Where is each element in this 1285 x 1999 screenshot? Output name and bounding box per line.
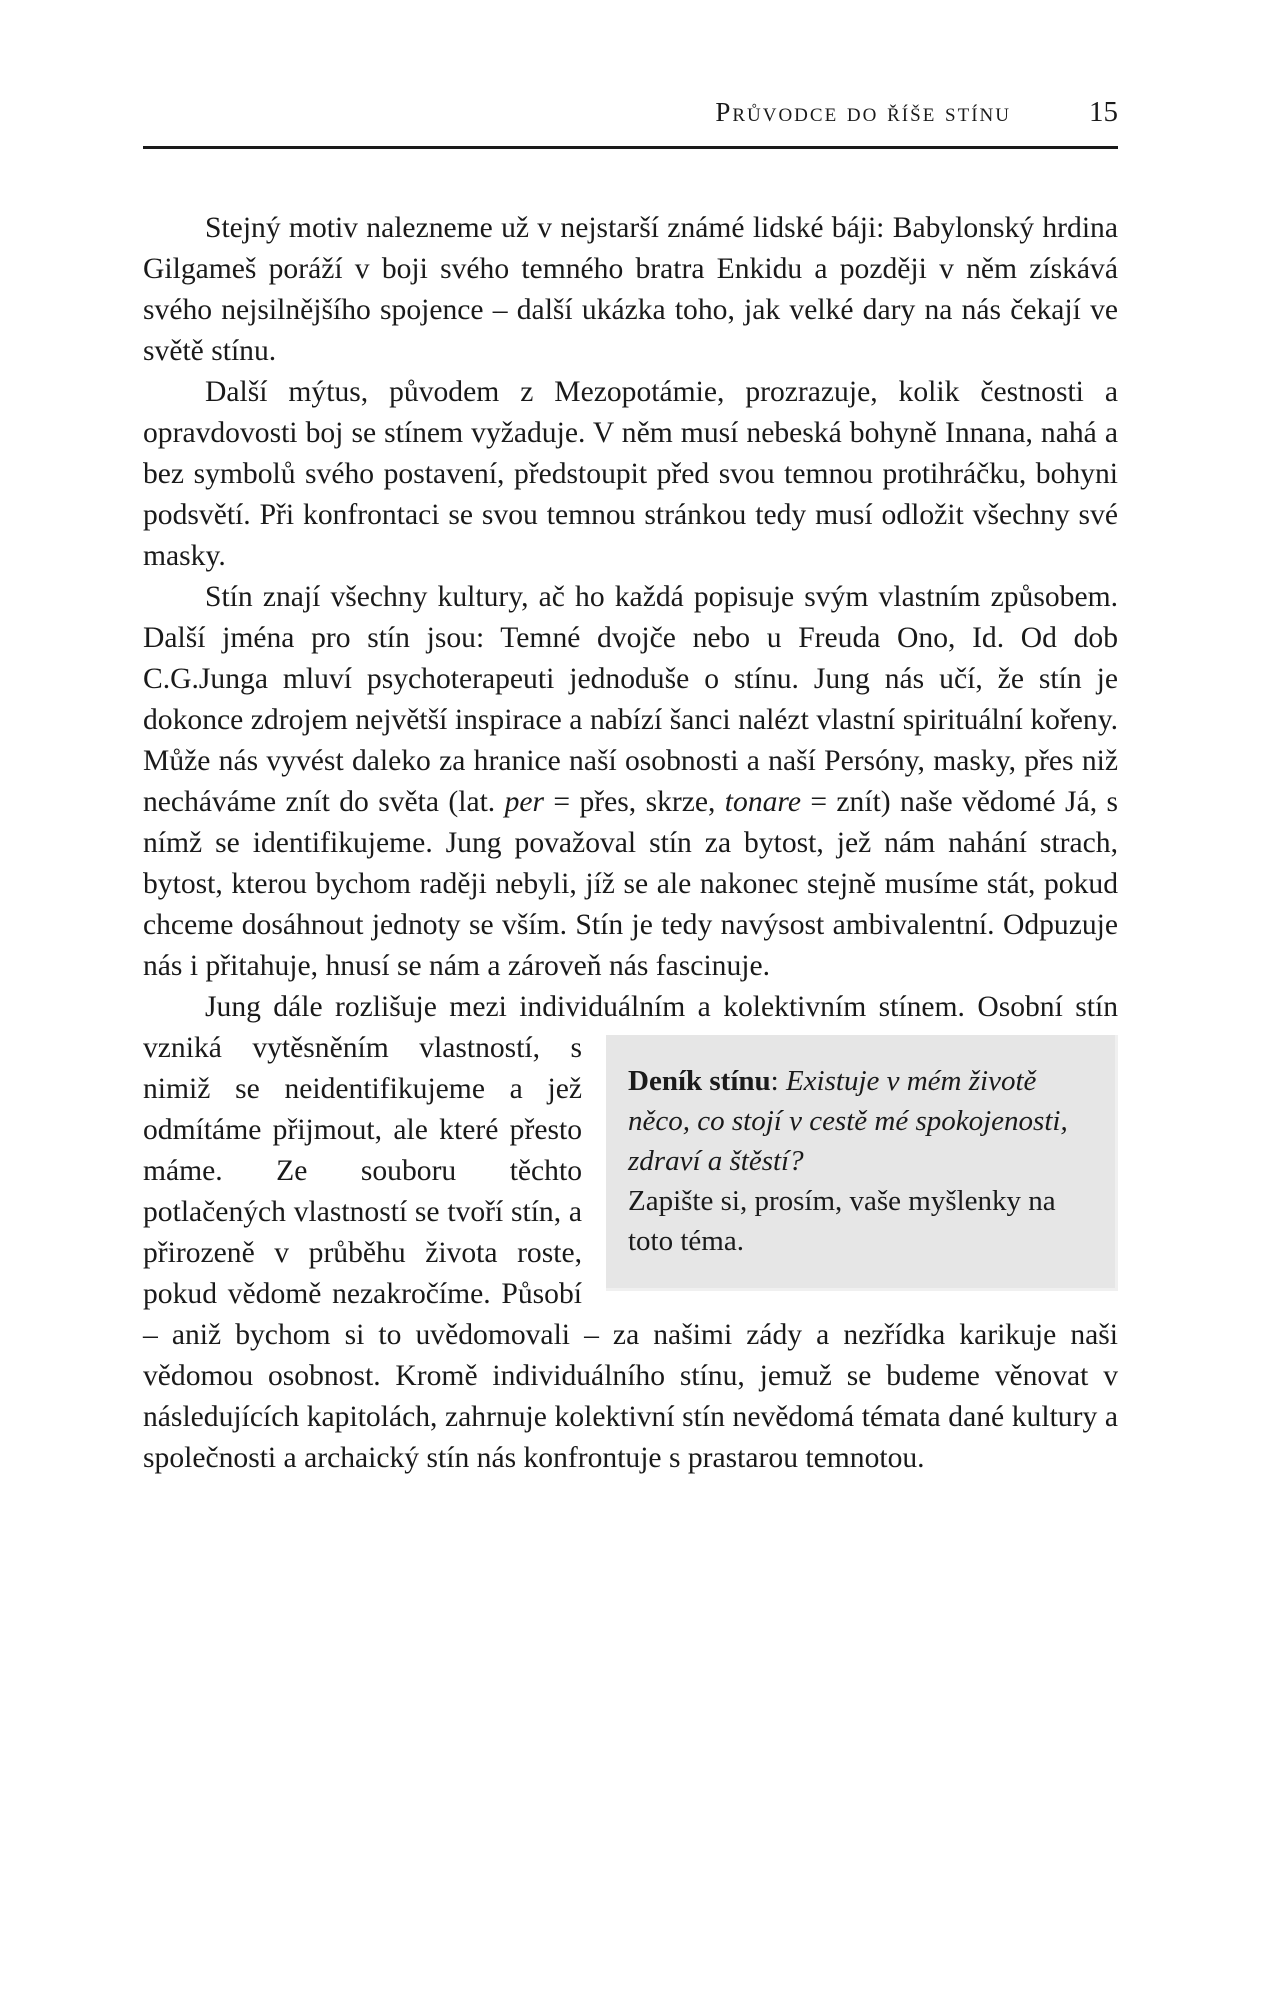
shadow-diary-box: [606, 1035, 1118, 1291]
shadow-diary-prompt: [628, 1061, 1093, 1181]
paragraph-jung-shadow-text-1: Stín znají všechny kultury, ač ho každá popisuje svým vlastním způsobem. Další jména pro stín jsou: Temné dvojče nebo u Freuda Ono, Id. Od dob C.G.Junga mluví psychoterapeuti jednoduše o stínu. Jung nás učí, že stín je dokonce zdrojem největší inspirace a nabízí šanci nalézt vlastní spirituální kořeny. Může nás vyvést daleko za hranice naší osobnosti a naší Persóny, masky, přes niž necháváme znít do světa (lat.: [143, 581, 1118, 818]
header-rule: [143, 146, 1118, 149]
running-title: Průvodce do říše stínu: [715, 97, 1011, 127]
shadow-diary-label: Deník stínu: [628, 1065, 771, 1097]
paragraph-collective-shadow-text: stín vzniká vytěsněním vlastností, s nimiž se neidentifikujeme a jež odmítáme přijmout, ale které přesto máme. Ze souboru těchto potlačených vlastností se tvoří stín, a přirozeně v průběhu života roste, pokud vědomě nezakročíme. Působí – aniž bychom si to uvědomovali – za našimi zády a nezřídka karikuje naši vědomou osobnost. Kromě individuálního stínu, jemuž se budeme věnovat v následujících kapitolách, zahrnuje kolektivní stín nevědomá témata dané kultury a společnosti a archaický stín nás konfrontuje s prastarou temnotou.: [143, 991, 1119, 1474]
body-text: [143, 208, 1118, 1479]
paragraph-gilgamesh: Stejný motiv nalezneme už v nejstarší známé lidské báji: Babylonský hrdina Gilgameš poráží v boji svého temného bratra Enkidu a později v něm získává svého nejsilnějšího spojence – další ukázka toho, jak velké dary na nás čekají ve světě stínu.: [143, 212, 1118, 367]
latin-term-per: per: [504, 786, 545, 818]
running-header: [143, 96, 1118, 140]
paragraph-jung-shadow-text-2: = přes, skrze,: [544, 786, 725, 818]
paragraph-collective-shadow-lead: Jung dále rozlišuje mezi individuálním a kolektivním stínem. Osobní: [205, 991, 1063, 1023]
paragraph-jung-shadow: [143, 577, 1118, 987]
page-number: 15: [1089, 96, 1118, 128]
shadow-diary-question: Existuje v mém životě něco, co stojí v cestě mé spokojenosti, zdraví a štěstí?: [628, 1065, 1068, 1177]
shadow-diary-instruction: Zapište si, prosím, vaše myšlenky na toto téma.: [628, 1185, 1056, 1257]
paragraph-collective-shadow: [143, 987, 1118, 1479]
paragraph-innana: Další mýtus, původem z Mezopotámie, prozrazuje, kolik čestnosti a opravdovosti boj se stínem vyžaduje. V něm musí nebeská bohyně Innana, nahá a bez symbolů svého postavení, předstoupit před svou temnou protihráčku, bohyni podsvětí. Při konfrontaci se svou temnou stránkou tedy musí odložit všechny své masky.: [143, 376, 1118, 572]
latin-term-tonare: tonare: [724, 786, 801, 818]
shadow-diary-separator: :: [770, 1065, 786, 1097]
paragraph-jung-shadow-text-3: = znít) naše vědomé Já, s nímž se identifikujeme. Jung považoval stín za bytost, jež nám nahání strach, bytost, kterou bychom raději nebyli, jíž se ale nakonec stejně musíme stát, pokud chceme dosáhnout jednoty se vším. Stín je tedy navýsost ambivalentní. Odpuzuje nás i přitahuje, hnusí se nám a zároveň nás fascinuje.: [143, 786, 1118, 982]
